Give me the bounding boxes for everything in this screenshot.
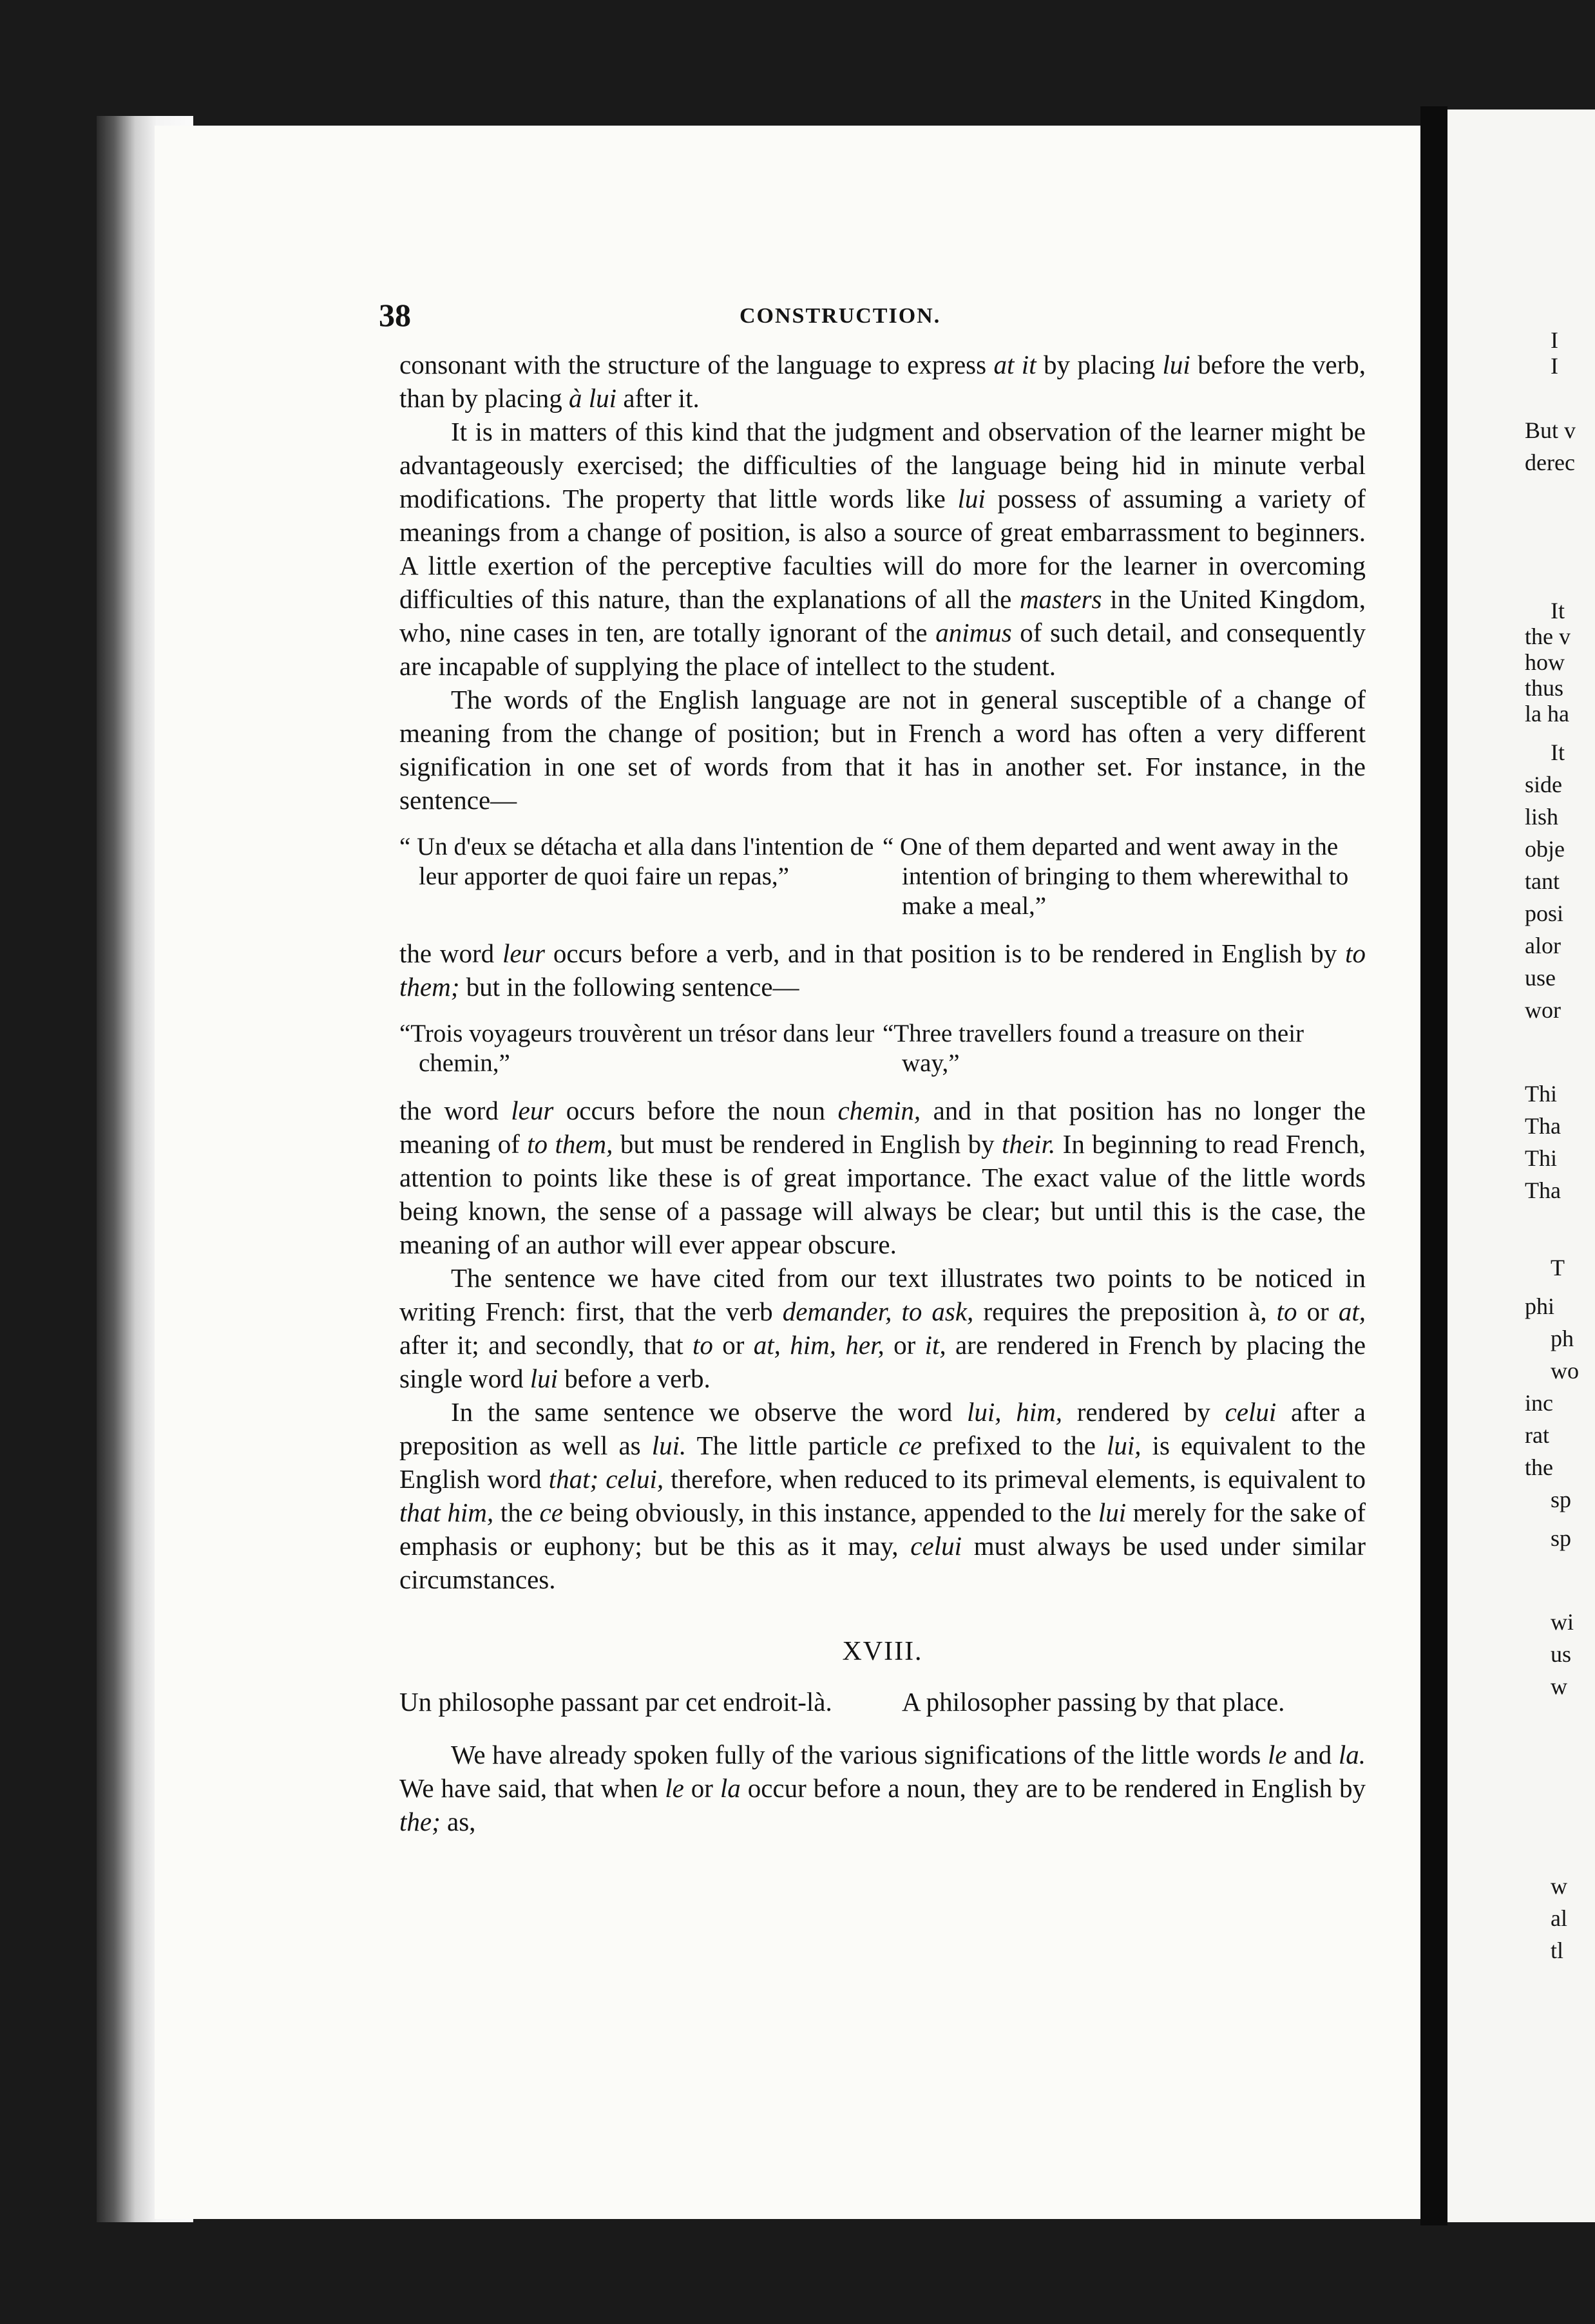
facing-page-fragment: inc [1525,1390,1553,1416]
facing-page-fragment: thus [1525,675,1564,701]
facing-page-fragment: alor [1525,933,1561,958]
paragraph: consonant with the structure of the language to express at it by placing lui before the verb, than by placing à lui after it. [399,350,1366,413]
facing-page-fragment: phi [1525,1293,1555,1319]
paragraph: We have already spoken fully of the various significations of the little words le and la. We have said, that when le or la occur before a noun, they are to be rendered in English by the; as, [399,1740,1366,1836]
facing-page-fragment: Tha [1525,1177,1561,1203]
facing-page-fragment: rat [1525,1422,1549,1448]
example-english: “ One of them departed and went away in the intention of bringing to them wherewithal to make a meal,” [883,833,1349,920]
facing-page-fragment: side [1525,772,1562,797]
paragraph: the word leur occurs before a verb, and in that position is to be rendered in English by to them; but in the following sentence— [399,938,1366,1002]
example-pair [399,1685,1366,1719]
right-page-edge [1447,110,1595,2222]
facing-page-fragment: It [1551,739,1565,765]
facing-page-fragment: sp [1551,1487,1572,1512]
example-pair [399,832,1366,921]
facing-page-fragment: the v [1525,624,1571,649]
facing-page-fragment: tl [1551,1938,1564,1963]
facing-page-fragment: wor [1525,997,1561,1023]
facing-page-fragment: Tha [1525,1113,1561,1139]
page-number: 38 [379,297,411,333]
facing-page-fragment: I [1551,353,1558,379]
example-french: “ Un d'eux se détacha et alla dans l'intention de leur apporter de quoi faire un repas,” [399,833,874,890]
facing-page-fragment: wi [1551,1609,1574,1635]
facing-page-fragment: obje [1525,836,1565,862]
facing-page-fragment: w [1551,1673,1567,1699]
facing-page-fragment: tant [1525,868,1560,894]
body-text [399,348,1366,1838]
facing-page-fragment: I [1551,327,1558,353]
facing-page-fragment: sp [1551,1525,1572,1551]
paragraph: It is in matters of this kind that the judgment and observation of the learner might be advantageously exercised; the difficulties of the language being hid in minute verbal modifications. The property that little words like lui possess of assuming a variety of meanings from a change of position, is also a source of great embarrassment to beginners. A little exertion of the perceptive faculties will do more for the learner in overcoming difficulties of this nature, than the explanations of all the masters in the United Kingdom, who, nine cases in ten, are totally ignorant of the animus of such detail, and consequently are incapable of supplying the place of intellect to the student. [399,417,1366,681]
paragraph: the word leur occurs before the noun chemin, and in that position has no longer the meaning of to them, but must be rendered in English by their. In beginning to read French, attention to points like these is of great importance. The exact value of the little words being known, the sense of a passage will always be clear; but until this is the case, the meaning of an author will ever appear obscure. [399,1096,1366,1259]
paragraph: The sentence we have cited from our text illustrates two points to be noticed in writing French: first, that the verb demander, to ask, requires the preposition à, to or at, after it; and secondly, that to or at, him, her, or it, are rendered in French by placing the single word lui before a verb. [399,1263,1366,1393]
example-french: Un philosophe passant par cet endroit-là. [399,1687,832,1717]
facing-page-fragment: T [1551,1255,1565,1281]
facing-page-fragment: lish [1525,804,1559,830]
facing-page-fragment: derec [1525,450,1575,475]
example-pair [399,1019,1366,1078]
facing-page-fragment: But v [1525,417,1576,443]
book-spine [1420,106,1447,2225]
facing-page-fragment: w [1551,1873,1567,1899]
paragraph: The words of the English language are not in general susceptible of a change of meaning from the change of position; but in French a word has often a very different signification in one set of words from that it has in another set. For instance, in the sentence— [399,685,1366,815]
facing-page-fragment: how [1525,649,1565,675]
facing-page-fragment: Thi [1525,1145,1557,1171]
paragraph: In the same sentence we observe the word lui, him, rendered by celui after a preposition as well as lui. The little particle ce prefixed to the lui, is equivalent to the English word that; celui, therefore, when reduced to its primeval elements, is equivalent to that him, the ce being obviously, in this instance, appended to the lui merely for the sake of emphasis or euphony; but be this as it may, celui must always be used under similar circumstances. [399,1397,1366,1594]
example-english: A philosopher passing by that place. [902,1687,1285,1717]
example-english: “Three travellers found a treasure on their way,” [883,1020,1304,1077]
facing-page-fragment: posi [1525,900,1564,926]
page-header [379,296,1358,335]
facing-page-fragment: Thi [1525,1081,1557,1107]
facing-page-fragment: use [1525,965,1556,991]
facing-page-fragment: al [1551,1905,1567,1931]
facing-page-fragment: It [1551,598,1565,624]
running-head: CONSTRUCTION. [740,304,941,328]
facing-page-fragment: the [1525,1454,1553,1480]
example-french: “Trois voyageurs trouvèrent un trésor dans leur chemin,” [399,1020,875,1077]
facing-page-fragment: la ha [1525,701,1569,727]
facing-page-fragment: ph [1551,1326,1574,1351]
facing-page-fragment: wo [1551,1358,1579,1384]
facing-page-fragment: us [1551,1641,1572,1667]
section-heading: XVIII. [842,1637,923,1666]
